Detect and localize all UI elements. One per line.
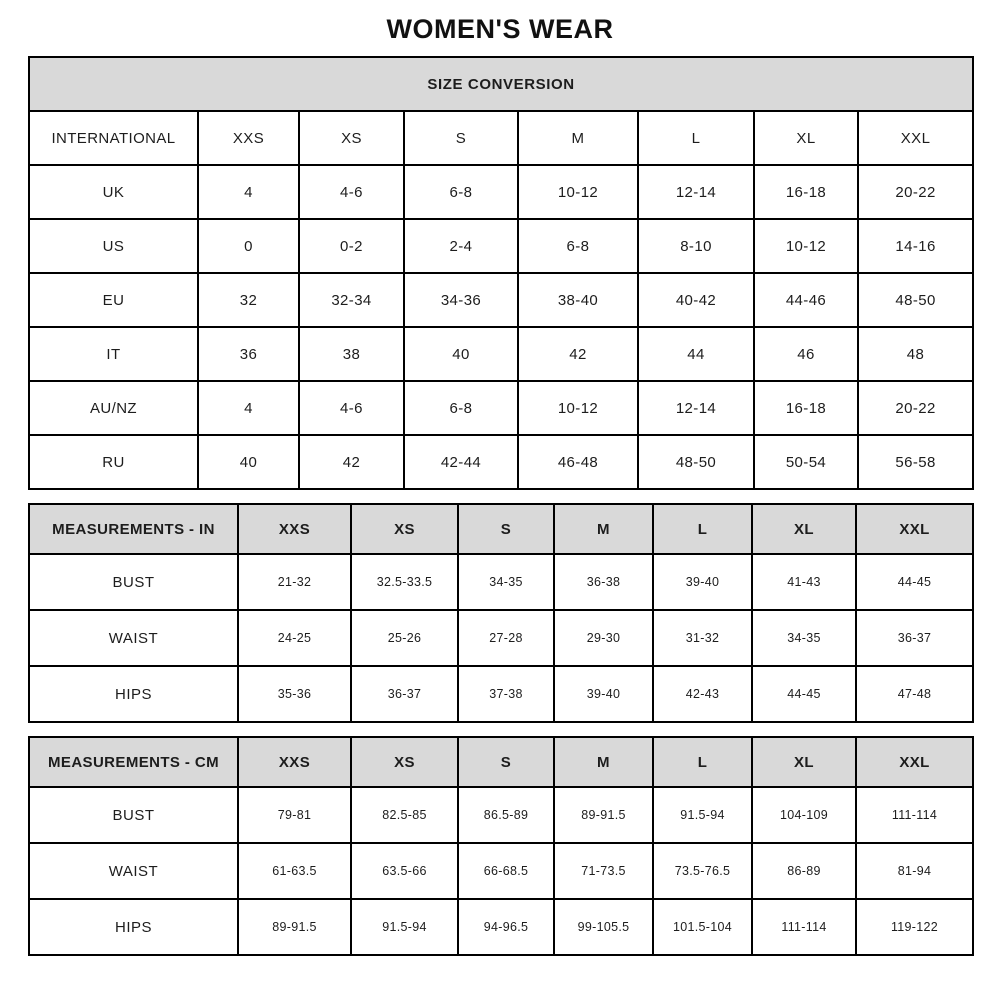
table-cell: 44-45 xyxy=(752,666,856,722)
table-cell: 50-54 xyxy=(754,435,858,489)
table-cell: 42-43 xyxy=(653,666,752,722)
table-cell: 63.5-66 xyxy=(351,843,458,899)
size-conversion-banner: SIZE CONVERSION xyxy=(29,57,973,111)
table-cell: 61-63.5 xyxy=(238,843,351,899)
table-row xyxy=(29,610,973,666)
table-cell: 27-28 xyxy=(458,610,554,666)
size-column-header: M xyxy=(554,504,653,554)
table-cell: 81-94 xyxy=(856,843,973,899)
row-label: RU xyxy=(29,435,198,489)
size-column-header: S xyxy=(404,111,518,165)
table-cell: 14-16 xyxy=(858,219,973,273)
size-column-header: XXS xyxy=(238,737,351,787)
table-cell: 10-12 xyxy=(518,165,638,219)
size-column-header: M xyxy=(554,737,653,787)
table-cell: 48-50 xyxy=(858,273,973,327)
table-cell: 32-34 xyxy=(299,273,404,327)
size-column-header: M xyxy=(518,111,638,165)
header-label: MEASUREMENTS - IN xyxy=(29,504,238,554)
table-cell: 29-30 xyxy=(554,610,653,666)
table-cell: 32 xyxy=(198,273,299,327)
table-cell: 38 xyxy=(299,327,404,381)
table-cell: 44 xyxy=(638,327,754,381)
table-cell: 44-46 xyxy=(754,273,858,327)
table-cell: 12-14 xyxy=(638,165,754,219)
table-row xyxy=(29,787,973,843)
row-label: BUST xyxy=(29,554,238,610)
size-column-header: S xyxy=(458,504,554,554)
size-conversion-banner-row xyxy=(29,57,973,111)
table-cell: 94-96.5 xyxy=(458,899,554,955)
size-column-header: XL xyxy=(752,737,856,787)
table-cell: 41-43 xyxy=(752,554,856,610)
table-cell: 48-50 xyxy=(638,435,754,489)
table-cell: 104-109 xyxy=(752,787,856,843)
table-row xyxy=(29,327,973,381)
size-column-header: XXS xyxy=(198,111,299,165)
table-cell: 36-37 xyxy=(856,610,973,666)
table-cell: 48 xyxy=(858,327,973,381)
header-row xyxy=(29,111,973,165)
table-cell: 32.5-33.5 xyxy=(351,554,458,610)
table-cell: 86.5-89 xyxy=(458,787,554,843)
row-label: US xyxy=(29,219,198,273)
size-column-header: S xyxy=(458,737,554,787)
row-label: HIPS xyxy=(29,666,238,722)
table-cell: 36-38 xyxy=(554,554,653,610)
size-column-header: XL xyxy=(752,504,856,554)
header-row xyxy=(29,504,973,554)
table-cell: 91.5-94 xyxy=(653,787,752,843)
table-cell: 89-91.5 xyxy=(554,787,653,843)
table-cell: 2-4 xyxy=(404,219,518,273)
table-cell: 71-73.5 xyxy=(554,843,653,899)
table-cell: 46 xyxy=(754,327,858,381)
table-cell: 42 xyxy=(518,327,638,381)
table-cell: 40-42 xyxy=(638,273,754,327)
table-cell: 111-114 xyxy=(752,899,856,955)
measurements-in-table xyxy=(28,503,974,723)
size-column-header: L xyxy=(653,737,752,787)
row-label: AU/NZ xyxy=(29,381,198,435)
header-row xyxy=(29,737,973,787)
table-cell: 35-36 xyxy=(238,666,351,722)
table-row xyxy=(29,843,973,899)
size-column-header: XXL xyxy=(856,504,973,554)
table-row xyxy=(29,273,973,327)
table-cell: 79-81 xyxy=(238,787,351,843)
header-label: INTERNATIONAL xyxy=(29,111,198,165)
size-column-header: XXS xyxy=(238,504,351,554)
table-row xyxy=(29,435,973,489)
row-label: EU xyxy=(29,273,198,327)
table-cell: 37-38 xyxy=(458,666,554,722)
size-conversion-table xyxy=(28,56,974,490)
table-cell: 16-18 xyxy=(754,381,858,435)
table-cell: 40 xyxy=(198,435,299,489)
row-label: BUST xyxy=(29,787,238,843)
table-cell: 24-25 xyxy=(238,610,351,666)
table-cell: 21-32 xyxy=(238,554,351,610)
table-cell: 73.5-76.5 xyxy=(653,843,752,899)
table-cell: 99-105.5 xyxy=(554,899,653,955)
table-cell: 0 xyxy=(198,219,299,273)
table-cell: 34-35 xyxy=(752,610,856,666)
table-cell: 40 xyxy=(404,327,518,381)
size-column-header: XXL xyxy=(858,111,973,165)
table-cell: 4 xyxy=(198,165,299,219)
table-cell: 42-44 xyxy=(404,435,518,489)
header-label: MEASUREMENTS - CM xyxy=(29,737,238,787)
table-cell: 42 xyxy=(299,435,404,489)
table-cell: 34-35 xyxy=(458,554,554,610)
table-cell: 0-2 xyxy=(299,219,404,273)
table-cell: 20-22 xyxy=(858,165,973,219)
table-cell: 6-8 xyxy=(404,381,518,435)
table-cell: 4-6 xyxy=(299,165,404,219)
size-column-header: XL xyxy=(754,111,858,165)
table-cell: 46-48 xyxy=(518,435,638,489)
table-cell: 20-22 xyxy=(858,381,973,435)
table-cell: 101.5-104 xyxy=(653,899,752,955)
table-cell: 10-12 xyxy=(754,219,858,273)
table-cell: 4 xyxy=(198,381,299,435)
table-cell: 8-10 xyxy=(638,219,754,273)
size-column-header: XS xyxy=(351,737,458,787)
table-row xyxy=(29,381,973,435)
page-title: WOMEN'S WEAR xyxy=(386,14,614,44)
table-cell: 91.5-94 xyxy=(351,899,458,955)
table-cell: 89-91.5 xyxy=(238,899,351,955)
row-label: WAIST xyxy=(29,610,238,666)
table-cell: 6-8 xyxy=(518,219,638,273)
row-label: HIPS xyxy=(29,899,238,955)
table-cell: 56-58 xyxy=(858,435,973,489)
table-cell: 86-89 xyxy=(752,843,856,899)
table-cell: 39-40 xyxy=(653,554,752,610)
table-cell: 47-48 xyxy=(856,666,973,722)
table-row xyxy=(29,666,973,722)
table-cell: 119-122 xyxy=(856,899,973,955)
table-cell: 6-8 xyxy=(404,165,518,219)
table-cell: 36 xyxy=(198,327,299,381)
row-label: UK xyxy=(29,165,198,219)
table-row xyxy=(29,899,973,955)
row-label: IT xyxy=(29,327,198,381)
table-cell: 25-26 xyxy=(351,610,458,666)
table-cell: 44-45 xyxy=(856,554,973,610)
table-cell: 4-6 xyxy=(299,381,404,435)
row-label: WAIST xyxy=(29,843,238,899)
size-column-header: XS xyxy=(351,504,458,554)
table-cell: 36-37 xyxy=(351,666,458,722)
table-cell: 39-40 xyxy=(554,666,653,722)
table-row xyxy=(29,219,973,273)
size-column-header: L xyxy=(638,111,754,165)
table-cell: 16-18 xyxy=(754,165,858,219)
size-column-header: XXL xyxy=(856,737,973,787)
table-row xyxy=(29,554,973,610)
table-cell: 82.5-85 xyxy=(351,787,458,843)
table-cell: 111-114 xyxy=(856,787,973,843)
size-column-header: XS xyxy=(299,111,404,165)
table-cell: 66-68.5 xyxy=(458,843,554,899)
table-cell: 10-12 xyxy=(518,381,638,435)
table-row xyxy=(29,165,973,219)
table-cell: 12-14 xyxy=(638,381,754,435)
table-cell: 34-36 xyxy=(404,273,518,327)
table-cell: 38-40 xyxy=(518,273,638,327)
size-column-header: L xyxy=(653,504,752,554)
table-cell: 31-32 xyxy=(653,610,752,666)
measurements-cm-table xyxy=(28,736,974,956)
